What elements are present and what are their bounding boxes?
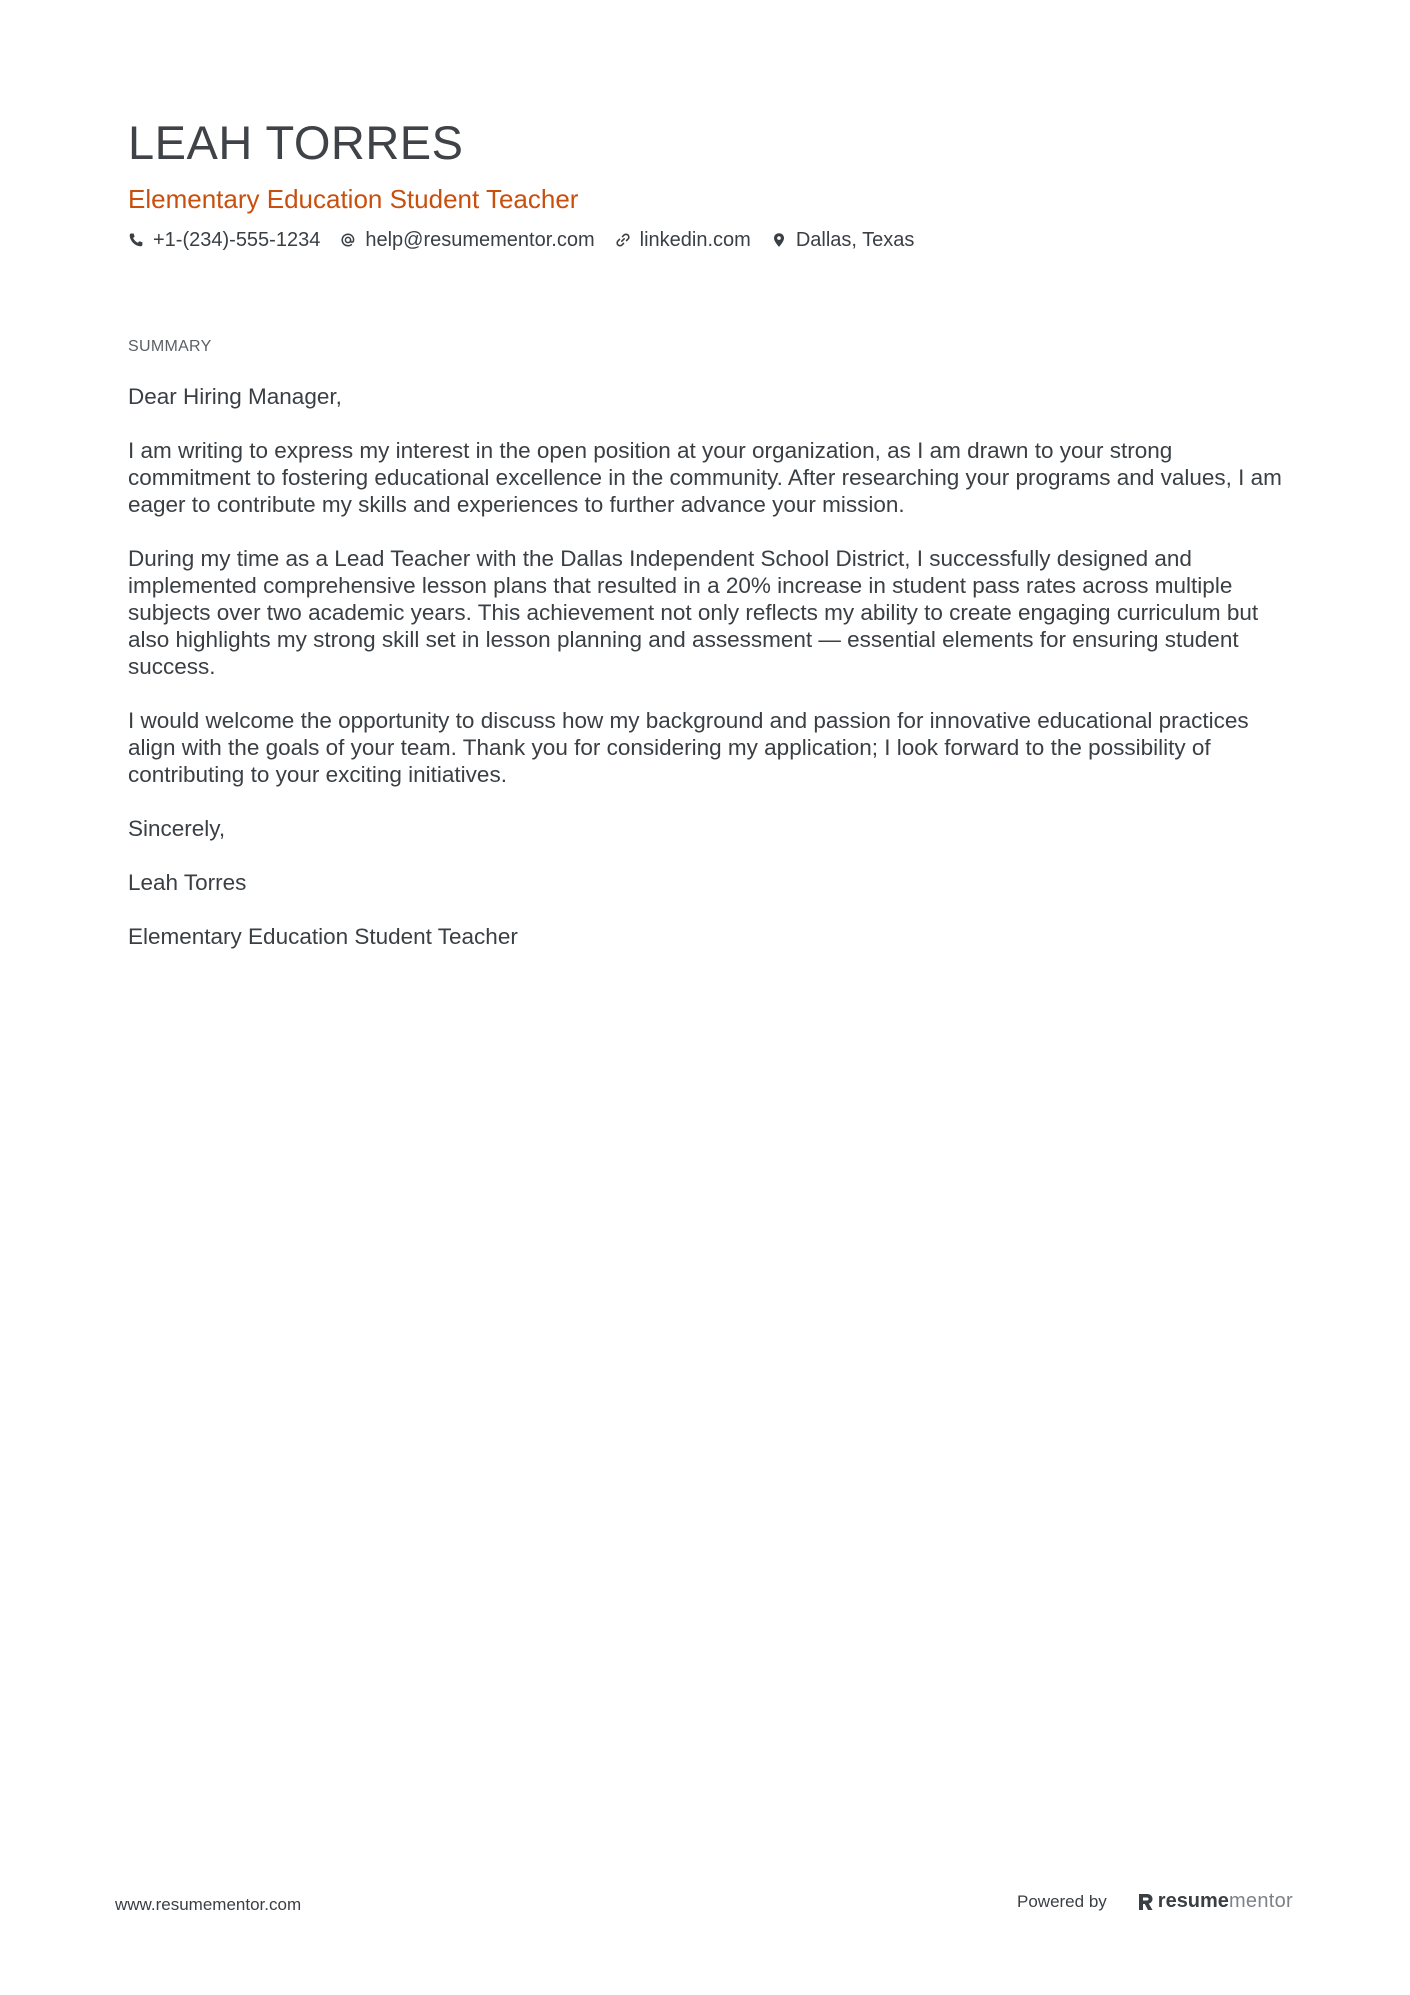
- signature-name: Leah Torres: [128, 870, 247, 895]
- footer-branding: [1017, 1890, 1293, 1913]
- phone-icon: [128, 232, 144, 248]
- contact-email[interactable]: [340, 226, 594, 254]
- header: [128, 112, 1288, 254]
- link-icon: [615, 232, 631, 248]
- letter-body: [128, 383, 1298, 977]
- signature-title: Elementary Education Student Teacher: [128, 924, 518, 949]
- at-icon: [340, 232, 356, 248]
- footer-website-link[interactable]: www.resumementor.com: [115, 1895, 302, 1914]
- letter-paragraph: During my time as a Lead Teacher with the Dallas Independent School District, I successfully designed and implemented comprehensive lesson plans that resulted in a 20% increase in student pass rates across multiple subjects over two academic years. This achievement not only reflects my ability to create engaging curriculum but also highlights my strong skill set in lesson planning and assessment — essential elements for ensuring student success.: [128, 546, 1259, 679]
- letter-greeting: Dear Hiring Manager,: [128, 384, 342, 409]
- resumementor-logo-icon: [1137, 1892, 1154, 1912]
- candidate-role: Elementary Education Student Teacher: [128, 184, 579, 214]
- phone-text: +1-(234)-555-1234: [153, 229, 321, 251]
- letter-paragraph: I would welcome the opportunity to discuss how my background and passion for innovative educational practices align with the goals of your team. Thank you for considering my application; I look forward to the possibility of contributing to your exciting initiatives.: [128, 708, 1249, 787]
- linkedin-text[interactable]: linkedin.com: [639, 229, 751, 251]
- powered-by-label: Powered by: [1017, 1891, 1107, 1911]
- brand-word-resume: resume: [1157, 1890, 1229, 1912]
- email-text[interactable]: help@resumementor.com: [365, 229, 595, 251]
- contact-phone: [128, 226, 320, 254]
- brand-word-mentor: mentor: [1228, 1890, 1293, 1912]
- location-pin-icon: [771, 232, 787, 248]
- letter-paragraph: I am writing to express my interest in the open position at your organization, as I am drawn to your strong commitment to fostering educational excellence in the community. After researching your programs and values, I am eager to contribute my skills and experiences to further advance your mission.: [128, 438, 1282, 517]
- candidate-name: LEAH TORRES: [128, 116, 464, 169]
- location-text: Dallas, Texas: [795, 229, 915, 251]
- contact-bar: [128, 226, 1288, 254]
- contact-linkedin[interactable]: [615, 226, 751, 254]
- resumementor-logo[interactable]: [1137, 1890, 1293, 1913]
- section-label-summary: SUMMARY: [128, 338, 212, 355]
- letter-closing: Sincerely,: [128, 816, 226, 841]
- contact-location: [771, 226, 915, 254]
